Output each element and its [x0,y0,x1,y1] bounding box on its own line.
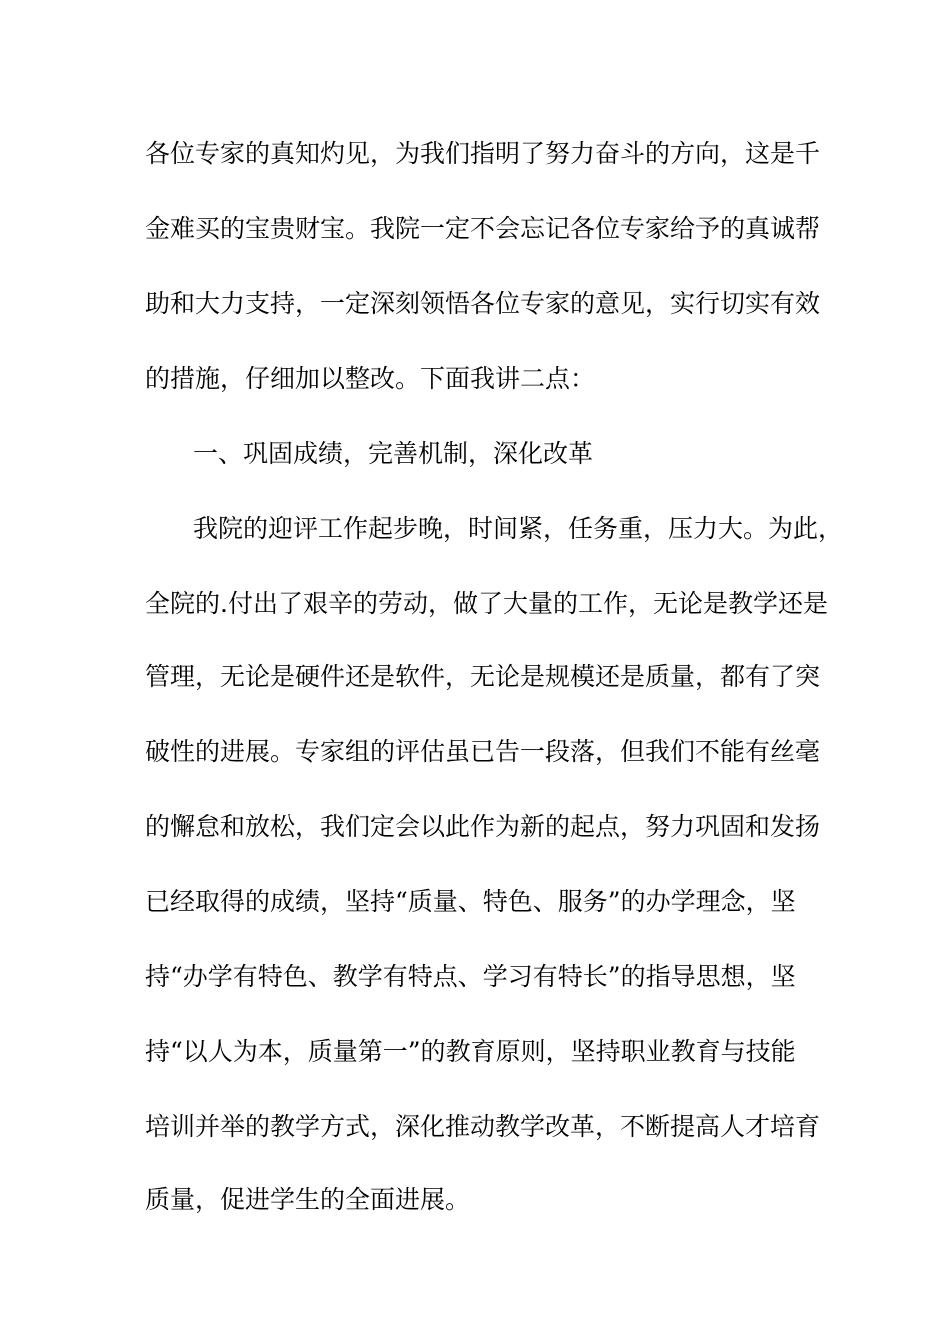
paragraph-line: 全院的.付出了艰辛的劳动，做了大量的工作，无论是教学还是 [145,589,828,618]
paragraph-line: 持“办学有特色、教学有特点、学习有特长”的指导思想，坚 [145,962,796,991]
paragraph-line: 破性的进展。专家组的评估虽已告一段落，但我们不能有丝毫 [145,737,821,766]
paragraph-line: 各位专家的真知灼见，为我们指明了努力奋斗的方向，这是千 [145,139,821,168]
paragraph-line: 金难买的宝贵财宝。我院一定不会忘记各位专家给予的真诚帮 [145,214,821,243]
paragraph-line: 我院的迎评工作起步晚，时间紧，任务重，压力大。为此， [193,514,844,543]
paragraph-line: 持“以人为本，质量第一”的教育原则，坚持职业教育与技能 [145,1037,796,1066]
paragraph-line: 的措施，仔细加以整改。下面我讲二点： [145,364,596,393]
paragraph-line: 已经取得的成绩，坚持“质量、特色、服务”的办学理念，坚 [145,887,796,916]
paragraph-line: 质量，促进学生的全面进展。 [145,1185,471,1214]
paragraph-line: 的懈怠和放松，我们定会以此作为新的起点，努力巩固和发扬 [145,812,821,841]
paragraph-line: 管理，无论是硬件还是软件，无论是规模还是质量，都有了突 [145,662,821,691]
section-heading: 一、巩固成绩，完善机制，深化改革 [193,439,594,468]
paragraph-line: 助和大力支持，一定深刻领悟各位专家的意见，实行切实有效 [145,289,821,318]
paragraph-line: 培训并举的教学方式，深化推动教学改革，不断提高人才培育 [145,1112,821,1141]
